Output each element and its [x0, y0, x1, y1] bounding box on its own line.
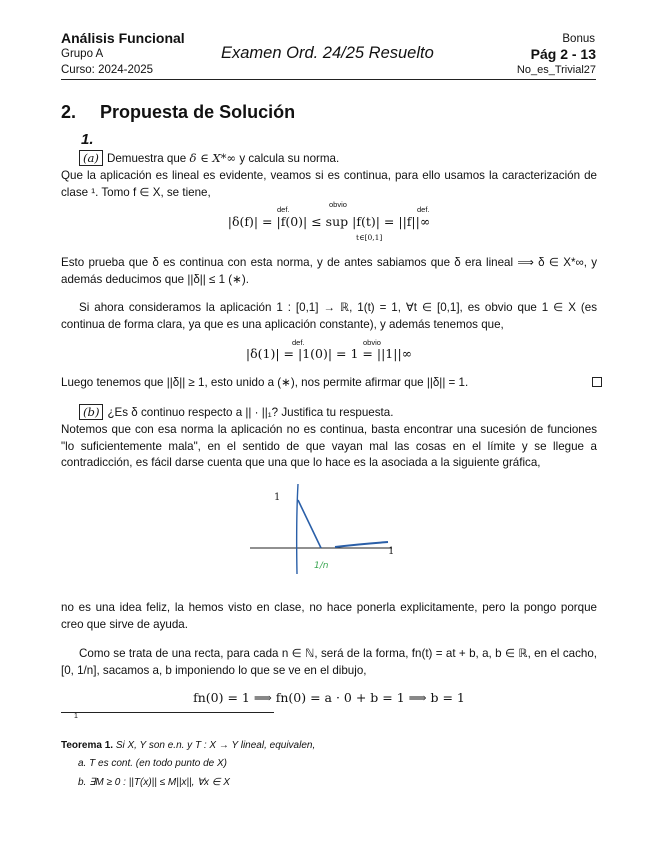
equation-2: [61, 346, 597, 361]
footnote-mark: 1: [74, 713, 78, 720]
part-a-paragraph-4: Luego tenemos que ||δ|| ≥ 1, esto unido a (∗), nos permite afirmar que ||δ|| = 1.: [61, 376, 469, 389]
problem-number: 1.: [81, 131, 94, 148]
equation-2-def-mark: def.: [292, 338, 305, 347]
header-rule: [61, 79, 596, 80]
part-b-statement-text: ¿Es δ continuo respecto a || · ||₁? Justifica tu respuesta.: [107, 406, 394, 419]
part-a-paragraph-1: Que la aplicación es lineal es evidente, veamos si es continua, para ello usamos la caracterización de clase ¹. Tomo f ∈ X, se tiene,: [61, 169, 597, 199]
part-a-statement-pre: Demuestra que: [106, 152, 190, 165]
sketch-y-label: 1: [274, 492, 281, 503]
author-handle: No_es_Trivial27: [516, 64, 596, 76]
theorem-text: Si X, Y son e.n. y T : X → Y lineal, equivalen,: [115, 740, 316, 751]
page-number: Pág 2 - 13: [530, 46, 596, 62]
course-year: Curso: 2024-2025: [61, 64, 154, 76]
sketch-zero-segment: [335, 542, 388, 547]
equation-2-text: |δ(1)| = |1(0)| = 1 = ||1||∞: [245, 346, 413, 361]
sketch-line-segment: [298, 500, 321, 548]
theorem-item-b: b. ∃M ≥ 0 : ||T(x)|| ≤ M||x||, ∀x ∈ X: [78, 777, 230, 788]
theorem-item-a: a. T es cont. (en todo punto de X): [78, 758, 227, 769]
equation-1: [61, 214, 597, 229]
part-a-statement: [79, 150, 339, 167]
section-heading: [61, 102, 295, 123]
equation-1-sup-index: t∈[0,1]: [356, 233, 383, 242]
part-a-statement-post: y calcula su norma.: [236, 152, 340, 165]
part-b-paragraph-2: no es una idea feliz, la hemos visto en clase, no hace ponerla explicitamente, pero la pongo porque creo que sirve de ayuda.: [61, 601, 597, 631]
equation-1-obvio-mark: obvio: [329, 200, 347, 209]
footnote-rule: [61, 712, 274, 713]
equation-1-text: |δ(f)| = |f(0)| ≤ sup |f(t)| = ||f||∞: [227, 214, 431, 229]
bonus-label: Bonus: [562, 33, 595, 45]
footnote-theorem: [61, 740, 315, 751]
qed-square: [592, 377, 602, 387]
part-a-statement-math: δ ∈ X*∞: [189, 151, 237, 165]
group-label: Grupo A: [61, 48, 104, 60]
equation-1-def-mark-2: def.: [417, 205, 430, 214]
sketch-y-axis: [297, 484, 298, 574]
part-b-statement: [79, 404, 393, 421]
equation-3-text: fn(0) = 1 ⟹ fn(0) = a · 0 + b = 1 ⟹ b = 1: [193, 690, 465, 705]
equation-3: [61, 690, 597, 705]
theorem-label: Teorema 1.: [61, 740, 114, 751]
sketch-x-label: 1: [388, 546, 395, 557]
part-a-paragraph-3: Si ahora consideramos la aplicación 1 : [0,1] → ℝ, 1(t) = 1, ∀t ∈ [0,1], es obvio que 1 ∈ X (es continua de forma clara, ya que es una aplicación constante), y además tenemos que,: [61, 301, 597, 331]
course-name: Análisis Funcional: [61, 30, 185, 46]
part-a-paragraph-2: Esto prueba que δ es continua con esta norma, y de antes sabiamos que δ era lineal ⟹ δ ∈ X*∞, y además deducimos que ||δ|| ≤ 1 (∗).: [61, 256, 597, 286]
exam-title: Examen Ord. 24/25 Resuelto: [221, 44, 434, 62]
part-b-paragraph-3: Como se trata de una recta, para cada n ∈ ℕ, será de la forma, fn(t) = at + b, a, b ∈ ℝ, en el cacho, [0, 1/n], sacamos a, b imponiendo lo que se ve en el dibujo,: [61, 647, 597, 677]
equation-1-def-mark-1: def.: [277, 205, 290, 214]
part-b-paragraph-1: Notemos que con esa norma la aplicación no es continua, basta encontrar una sucesión de funciones "lo suficientemente mala", en el sentido de que vayan mal las cosas en el límite y se llegue a contradicción, es fácil darse cuenta que una que lo hace es la asociada a la siguiente gráfica,: [61, 423, 597, 469]
equation-2-obvio-mark: obvio: [363, 338, 381, 347]
sequence-sketch: [250, 480, 410, 580]
sketch-one-over-n-mark: 1/n: [314, 561, 329, 571]
part-a-label: (a): [79, 150, 103, 166]
section-title: Propuesta de Solución: [100, 102, 296, 122]
part-b-label: (b): [79, 404, 103, 420]
section-number: 2.: [61, 102, 77, 122]
